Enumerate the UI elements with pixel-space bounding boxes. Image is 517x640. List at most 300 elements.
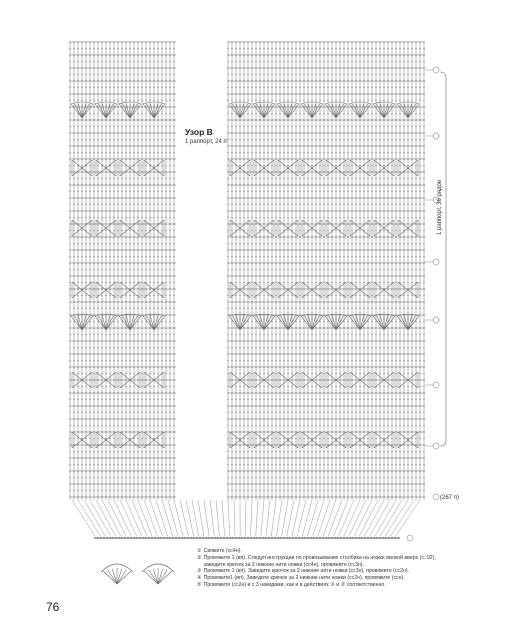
stitch-dot	[85, 464, 86, 465]
stitch-dot	[77, 438, 78, 439]
stitch-dot	[411, 100, 412, 101]
stitch-dot	[311, 119, 312, 120]
stitch-dot	[85, 353, 86, 354]
stitch-dot	[101, 282, 102, 283]
stitch-dot	[101, 54, 102, 55]
stitch-dot	[231, 321, 232, 322]
stitch-dot	[375, 243, 376, 244]
stitch-dot	[125, 256, 126, 257]
stitch-dot	[77, 301, 78, 302]
stitch-dot	[117, 282, 118, 283]
stitch-dot	[137, 308, 138, 309]
stitch-dot	[129, 171, 130, 172]
stitch-dot	[327, 61, 328, 62]
stitch-dot	[423, 106, 424, 107]
stitch-dot	[315, 412, 316, 413]
stitch-dot	[419, 119, 420, 120]
stitch-dot	[287, 347, 288, 348]
stitch-dot	[145, 158, 146, 159]
stitch-dot	[307, 119, 308, 120]
stitch-dot	[303, 113, 304, 114]
stitch-dot	[403, 178, 404, 179]
stitch-dot	[97, 308, 98, 309]
stitch-dot	[227, 412, 228, 413]
stitch-dot	[153, 275, 154, 276]
stitch-dot	[295, 392, 296, 393]
stitch-dot	[73, 340, 74, 341]
stitch-dot	[145, 67, 146, 68]
stitch-dot	[411, 217, 412, 218]
stitch-dot	[367, 74, 368, 75]
stitch-dot	[81, 74, 82, 75]
stitch-dot	[271, 334, 272, 335]
stitch-dot	[161, 438, 162, 439]
stitch-dot	[383, 386, 384, 387]
stitch-dot	[125, 126, 126, 127]
stitch-dot	[141, 152, 142, 153]
stitch-dot	[287, 80, 288, 81]
stitch-dot	[101, 178, 102, 179]
stitch-dot	[141, 477, 142, 478]
stitch-dot	[295, 243, 296, 244]
stitch-dot	[117, 425, 118, 426]
stitch-dot	[93, 197, 94, 198]
stitch-dot	[363, 54, 364, 55]
stitch-dot	[339, 210, 340, 211]
stitch-dot	[411, 61, 412, 62]
stitch-dot	[101, 301, 102, 302]
stitch-dot	[113, 197, 114, 198]
stitch-dot	[283, 106, 284, 107]
stitch-dot	[287, 119, 288, 120]
stitch-dot	[133, 490, 134, 491]
stitch-dot	[117, 230, 118, 231]
stitch-dot	[363, 87, 364, 88]
stitch-dot	[117, 217, 118, 218]
stitch-dot	[359, 61, 360, 62]
stitch-dot	[109, 262, 110, 263]
stitch-dot	[267, 243, 268, 244]
stitch-dot	[69, 340, 70, 341]
stitch-dot	[419, 106, 420, 107]
stitch-dot	[169, 366, 170, 367]
stitch-dot	[133, 496, 134, 497]
stitch-dot	[157, 379, 158, 380]
stitch-dot	[259, 158, 260, 159]
stitch-dot	[287, 165, 288, 166]
stitch-dot	[343, 184, 344, 185]
stitch-dot	[101, 431, 102, 432]
stitch-dot	[113, 223, 114, 224]
stitch-dot	[231, 379, 232, 380]
stitch-dot	[93, 366, 94, 367]
stitch-dot	[315, 93, 316, 94]
stitch-dot	[125, 360, 126, 361]
stitch-dot	[283, 197, 284, 198]
stitch-dot	[411, 282, 412, 283]
stitch-dot	[271, 210, 272, 211]
stitch-dot	[101, 379, 102, 380]
stitch-dot	[371, 321, 372, 322]
stitch-dot	[263, 178, 264, 179]
stitch-dot	[121, 327, 122, 328]
stitch-dot	[141, 360, 142, 361]
stitch-dot	[105, 282, 106, 283]
stitch-dot	[311, 139, 312, 140]
stitch-dot	[243, 334, 244, 335]
stitch-dot	[105, 139, 106, 140]
stitch-dot	[339, 80, 340, 81]
stitch-dot	[231, 353, 232, 354]
stitch-dot	[141, 490, 142, 491]
stitch-dot	[153, 483, 154, 484]
stitch-dot	[85, 61, 86, 62]
stitch-dot	[125, 139, 126, 140]
stitch-dot	[419, 210, 420, 211]
stitch-dot	[165, 249, 166, 250]
stitch-dot	[319, 54, 320, 55]
stitch-dot	[69, 61, 70, 62]
stitch-dot	[153, 295, 154, 296]
stitch-dot	[311, 418, 312, 419]
stitch-dot	[263, 61, 264, 62]
stitch-dot	[323, 61, 324, 62]
stitch-dot	[85, 386, 86, 387]
stitch-dot	[395, 308, 396, 309]
stitch-dot	[165, 457, 166, 458]
stitch-dot	[331, 392, 332, 393]
stitch-dot	[227, 295, 228, 296]
stitch-dot	[375, 301, 376, 302]
stitch-dot	[255, 288, 256, 289]
stitch-dot	[157, 392, 158, 393]
stitch-dot	[149, 204, 150, 205]
stitch-dot	[105, 425, 106, 426]
stitch-dot	[331, 191, 332, 192]
stitch-dot	[157, 197, 158, 198]
stitch-dot	[117, 249, 118, 250]
stitch-dot	[251, 184, 252, 185]
stitch-dot	[141, 87, 142, 88]
stitch-dot	[85, 334, 86, 335]
stitch-dot	[327, 54, 328, 55]
stitch-dot	[367, 301, 368, 302]
stitch-dot	[379, 106, 380, 107]
stitch-dot	[267, 275, 268, 276]
stitch-dot	[371, 210, 372, 211]
stitch-dot	[419, 230, 420, 231]
stitch-dot	[243, 204, 244, 205]
stitch-dot	[113, 496, 114, 497]
stitch-dot	[267, 340, 268, 341]
stitch-dot	[153, 230, 154, 231]
stitch-dot	[419, 87, 420, 88]
stitch-dot	[363, 61, 364, 62]
stitch-dot	[359, 386, 360, 387]
stitch-dot	[419, 217, 420, 218]
stitch-dot	[319, 158, 320, 159]
stitch-dot	[227, 314, 228, 315]
stitch-dot	[423, 262, 424, 263]
stitch-dot	[69, 347, 70, 348]
stitch-dot	[315, 327, 316, 328]
stitch-dot	[347, 165, 348, 166]
stitch-dot	[271, 366, 272, 367]
stitch-dot	[145, 425, 146, 426]
stitch-dot	[105, 360, 106, 361]
stitch-dot	[339, 61, 340, 62]
stitch-dot	[133, 93, 134, 94]
stitch-dot	[347, 334, 348, 335]
stitch-dot	[77, 418, 78, 419]
stitch-dot	[355, 340, 356, 341]
stitch-dot	[387, 178, 388, 179]
stitch-dot	[315, 275, 316, 276]
stitch-dot	[247, 366, 248, 367]
stitch-dot	[121, 139, 122, 140]
stitch-dot	[73, 470, 74, 471]
stitch-dot	[343, 327, 344, 328]
stitch-dot	[279, 353, 280, 354]
stitch-dot	[383, 308, 384, 309]
stitch-dot	[89, 340, 90, 341]
stitch-dot	[323, 152, 324, 153]
stitch-dot	[283, 301, 284, 302]
stitch-dot	[367, 184, 368, 185]
stitch-dot	[137, 444, 138, 445]
stitch-dot	[141, 457, 142, 458]
stitch-dot	[165, 119, 166, 120]
stitch-dot	[263, 93, 264, 94]
stitch-dot	[387, 308, 388, 309]
stitch-dot	[383, 217, 384, 218]
stitch-dot	[153, 152, 154, 153]
stitch-dot	[267, 295, 268, 296]
stitch-dot	[347, 145, 348, 146]
stitch-dot	[407, 165, 408, 166]
stitch-dot	[287, 373, 288, 374]
stitch-dot	[335, 119, 336, 120]
stitch-dot	[379, 41, 380, 42]
stitch-dot	[165, 418, 166, 419]
stitch-dot	[315, 366, 316, 367]
stitch-dot	[255, 275, 256, 276]
stitch-dot	[161, 80, 162, 81]
stitch-dot	[113, 360, 114, 361]
stitch-dot	[291, 308, 292, 309]
stitch-dot	[69, 360, 70, 361]
stitch-dot	[343, 249, 344, 250]
stitch-dot	[101, 275, 102, 276]
stitch-dot	[291, 132, 292, 133]
stitch-dot	[247, 67, 248, 68]
stitch-dot	[251, 412, 252, 413]
stitch-dot	[399, 262, 400, 263]
stitch-dot	[383, 132, 384, 133]
stitch-dot	[153, 373, 154, 374]
stitch-dot	[379, 178, 380, 179]
stitch-dot	[415, 61, 416, 62]
stitch-dot	[97, 178, 98, 179]
stitch-dot	[113, 61, 114, 62]
stitch-dot	[395, 314, 396, 315]
stitch-dot	[423, 48, 424, 49]
stitch-dot	[279, 223, 280, 224]
stitch-dot	[279, 197, 280, 198]
stitch-dot	[351, 321, 352, 322]
stitch-dot	[347, 184, 348, 185]
stitch-dot	[375, 217, 376, 218]
stitch-dot	[117, 100, 118, 101]
stitch-dot	[387, 191, 388, 192]
stitch-dot	[239, 373, 240, 374]
stitch-dot	[267, 152, 268, 153]
stitch-dot	[243, 405, 244, 406]
stitch-dot	[371, 152, 372, 153]
stitch-dot	[259, 256, 260, 257]
stitch-dot	[231, 139, 232, 140]
stitch-dot	[319, 217, 320, 218]
stitch-dot	[419, 223, 420, 224]
stitch-dot	[423, 171, 424, 172]
stitch-dot	[295, 100, 296, 101]
stitch-dot	[279, 48, 280, 49]
stitch-dot	[251, 113, 252, 114]
stitch-dot	[81, 399, 82, 400]
stitch-dot	[121, 236, 122, 237]
stitch-dot	[387, 54, 388, 55]
stitch-dot	[299, 204, 300, 205]
stitch-dot	[275, 282, 276, 283]
stitch-dot	[347, 48, 348, 49]
stitch-dot	[415, 48, 416, 49]
stitch-dot	[403, 379, 404, 380]
stitch-dot	[363, 256, 364, 257]
stitch-dot	[255, 93, 256, 94]
stitch-dot	[117, 438, 118, 439]
stitch-dot	[113, 145, 114, 146]
stitch-dot	[263, 191, 264, 192]
stitch-dot	[419, 282, 420, 283]
stitch-dot	[247, 230, 248, 231]
stitch-dot	[259, 347, 260, 348]
stitch-dot	[145, 379, 146, 380]
stitch-dot	[149, 178, 150, 179]
stitch-dot	[77, 334, 78, 335]
stitch-dot	[145, 236, 146, 237]
stitch-dot	[149, 87, 150, 88]
stitch-dot	[367, 171, 368, 172]
stitch-dot	[125, 392, 126, 393]
stitch-dot	[157, 451, 158, 452]
stitch-dot	[267, 412, 268, 413]
stitch-dot	[141, 210, 142, 211]
stitch-dot	[93, 360, 94, 361]
stitch-dot	[419, 139, 420, 140]
stitch-dot	[109, 308, 110, 309]
stitch-dot	[351, 366, 352, 367]
stitch-dot	[395, 347, 396, 348]
stitch-dot	[73, 262, 74, 263]
stitch-dot	[279, 327, 280, 328]
stitch-dot	[411, 412, 412, 413]
stitch-dot	[419, 152, 420, 153]
stitch-dot	[367, 93, 368, 94]
stitch-dot	[319, 347, 320, 348]
stitch-dot	[415, 139, 416, 140]
stitch-dot	[263, 171, 264, 172]
stitch-dot	[331, 197, 332, 198]
stitch-dot	[145, 223, 146, 224]
stitch-dot	[295, 399, 296, 400]
stitch-dot	[113, 178, 114, 179]
stitch-dot	[145, 145, 146, 146]
stitch-dot	[287, 236, 288, 237]
stitch-dot	[407, 191, 408, 192]
stitch-dot	[169, 204, 170, 205]
stitch-dot	[89, 353, 90, 354]
stitch-dot	[371, 360, 372, 361]
stitch-dot	[315, 256, 316, 257]
stitch-dot	[255, 126, 256, 127]
stitch-dot	[371, 223, 372, 224]
stitch-dot	[399, 178, 400, 179]
stitch-dot	[117, 301, 118, 302]
stitch-dot	[335, 217, 336, 218]
stitch-dot	[263, 204, 264, 205]
stitch-dot	[141, 249, 142, 250]
stitch-dot	[323, 93, 324, 94]
stitch-dot	[235, 61, 236, 62]
stitch-dot	[259, 340, 260, 341]
stitch-dot	[379, 288, 380, 289]
stitch-dot	[423, 392, 424, 393]
stitch-dot	[149, 399, 150, 400]
stitch-dot	[255, 392, 256, 393]
stitch-dot	[161, 152, 162, 153]
stitch-dot	[255, 347, 256, 348]
stitch-dot	[267, 48, 268, 49]
stitch-dot	[399, 74, 400, 75]
stitch-dot	[81, 217, 82, 218]
stitch-dot	[335, 314, 336, 315]
stitch-dot	[97, 431, 98, 432]
stitch-dot	[399, 41, 400, 42]
stitch-dot	[137, 210, 138, 211]
stitch-dot	[105, 67, 106, 68]
stitch-dot	[227, 204, 228, 205]
stitch-dot	[133, 483, 134, 484]
stitch-dot	[339, 100, 340, 101]
stitch-dot	[275, 295, 276, 296]
stitch-dot	[363, 301, 364, 302]
stitch-dot	[403, 74, 404, 75]
stitch-dot	[239, 93, 240, 94]
stitch-dot	[347, 54, 348, 55]
stitch-dot	[419, 184, 420, 185]
stitch-dot	[307, 145, 308, 146]
stitch-dot	[165, 204, 166, 205]
stitch-dot	[283, 262, 284, 263]
stitch-dot	[287, 145, 288, 146]
stitch-dot	[323, 243, 324, 244]
stitch-dot	[391, 321, 392, 322]
stitch-dot	[243, 126, 244, 127]
stitch-dot	[403, 412, 404, 413]
stitch-dot	[239, 412, 240, 413]
stitch-dot	[125, 41, 126, 42]
stitch-dot	[387, 366, 388, 367]
